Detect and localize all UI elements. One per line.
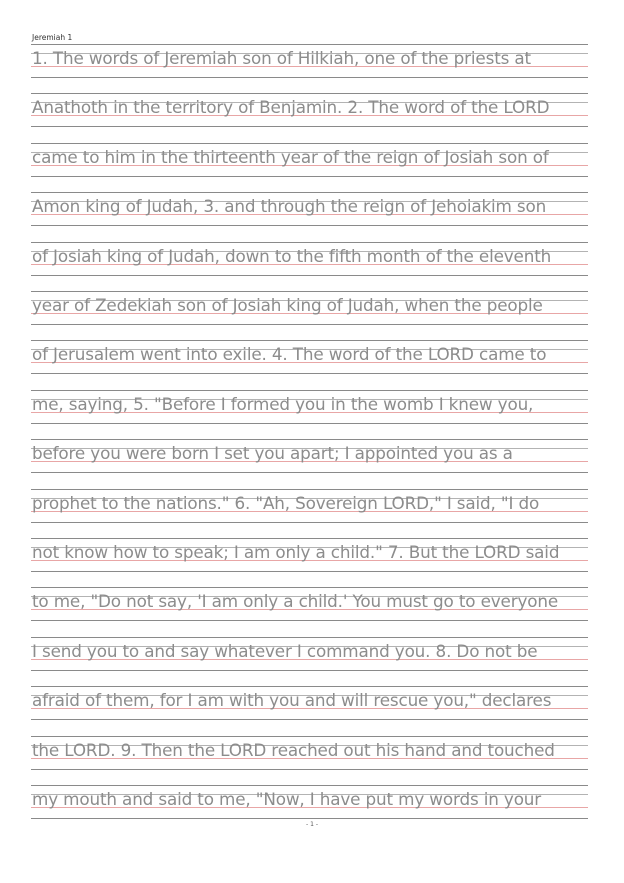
- tracing-text: came to him in the thirteenth year of the reign of Josiah son of: [32, 147, 549, 167]
- tracing-text: afraid of them, for I am with you and will rescue you," declares: [32, 690, 552, 710]
- guide-rule-bot: [31, 373, 588, 374]
- guide-rule-top: [31, 291, 588, 292]
- ruled-line-15: [31, 736, 588, 770]
- guide-rule-bot: [31, 472, 588, 473]
- guide-rule-top: [31, 736, 588, 737]
- guide-rule-top: [31, 637, 588, 638]
- ruled-line-13: [31, 637, 588, 671]
- tracing-text: Anathoth in the territory of Benjamin. 2. The word of the LORD: [32, 97, 550, 117]
- guide-rule-bot: [31, 423, 588, 424]
- guide-rule-bot: [31, 77, 588, 78]
- page-header-title: Jeremiah 1: [32, 33, 73, 42]
- guide-rule-top: [31, 340, 588, 341]
- tracing-text: the LORD. 9. Then the LORD reached out his hand and touched: [32, 740, 555, 760]
- ruled-line-14: [31, 686, 588, 720]
- ruled-line-10: [31, 489, 588, 523]
- guide-rule-bot: [31, 620, 588, 621]
- ruled-line-5: [31, 242, 588, 276]
- tracing-text: of Jerusalem went into exile. 4. The word of the LORD came to: [32, 344, 547, 364]
- guide-rule-bot: [31, 571, 588, 572]
- tracing-text: year of Zedekiah son of Josiah king of Judah, when the people: [32, 295, 543, 315]
- guide-rule-bot: [31, 126, 588, 127]
- guide-rule-bot: [31, 719, 588, 720]
- ruled-line-16: [31, 785, 588, 819]
- ruled-line-4: [31, 192, 588, 226]
- guide-rule-top: [31, 390, 588, 391]
- tracing-text: I send you to and say whatever I command you. 8. Do not be: [32, 641, 538, 661]
- guide-rule-bot: [31, 769, 588, 770]
- guide-rule-top: [31, 242, 588, 243]
- guide-rule-bot: [31, 670, 588, 671]
- guide-rule-bot: [31, 176, 588, 177]
- guide-rule-bot: [31, 324, 588, 325]
- guide-rule-bot: [31, 818, 588, 819]
- ruled-line-7: [31, 340, 588, 374]
- guide-rule-bot: [31, 275, 588, 276]
- ruled-line-8: [31, 390, 588, 424]
- tracing-text: prophet to the nations." 6. "Ah, Sovereign LORD," I said, "I do: [32, 493, 540, 513]
- guide-rule-top: [31, 785, 588, 786]
- guide-rule-top: [31, 143, 588, 144]
- tracing-text: me, saying, 5. "Before I formed you in the womb I knew you,: [32, 394, 534, 414]
- ruled-line-2: [31, 93, 588, 127]
- guide-rule-top: [31, 489, 588, 490]
- guide-rule-top: [31, 439, 588, 440]
- tracing-text: not know how to speak; I am only a child." 7. But the LORD said: [32, 542, 560, 562]
- ruled-line-6: [31, 291, 588, 325]
- ruled-line-1: [31, 44, 588, 78]
- guide-rule-top: [31, 44, 588, 45]
- tracing-text: before you were born I set you apart; I appointed you as a: [32, 443, 513, 463]
- page-number: - 1 -: [306, 821, 318, 828]
- guide-rule-bot: [31, 522, 588, 523]
- guide-rule-top: [31, 93, 588, 94]
- tracing-text: Amon king of Judah, 3. and through the reign of Jehoiakim son: [32, 196, 547, 216]
- tracing-text: to me, "Do not say, 'I am only a child.' You must go to everyone: [32, 591, 559, 611]
- guide-rule-top: [31, 192, 588, 193]
- ruled-line-3: [31, 143, 588, 177]
- guide-rule-top: [31, 686, 588, 687]
- ruled-line-11: [31, 538, 588, 572]
- ruled-line-12: [31, 587, 588, 621]
- guide-rule-bot: [31, 225, 588, 226]
- tracing-text: 1. The words of Jeremiah son of Hilkiah, one of the priests at: [32, 48, 531, 68]
- ruled-line-9: [31, 439, 588, 473]
- tracing-text: my mouth and said to me, "Now, I have put my words in your: [32, 789, 542, 809]
- tracing-text: of Josiah king of Judah, down to the fifth month of the eleventh: [32, 246, 552, 266]
- guide-rule-top: [31, 587, 588, 588]
- guide-rule-top: [31, 538, 588, 539]
